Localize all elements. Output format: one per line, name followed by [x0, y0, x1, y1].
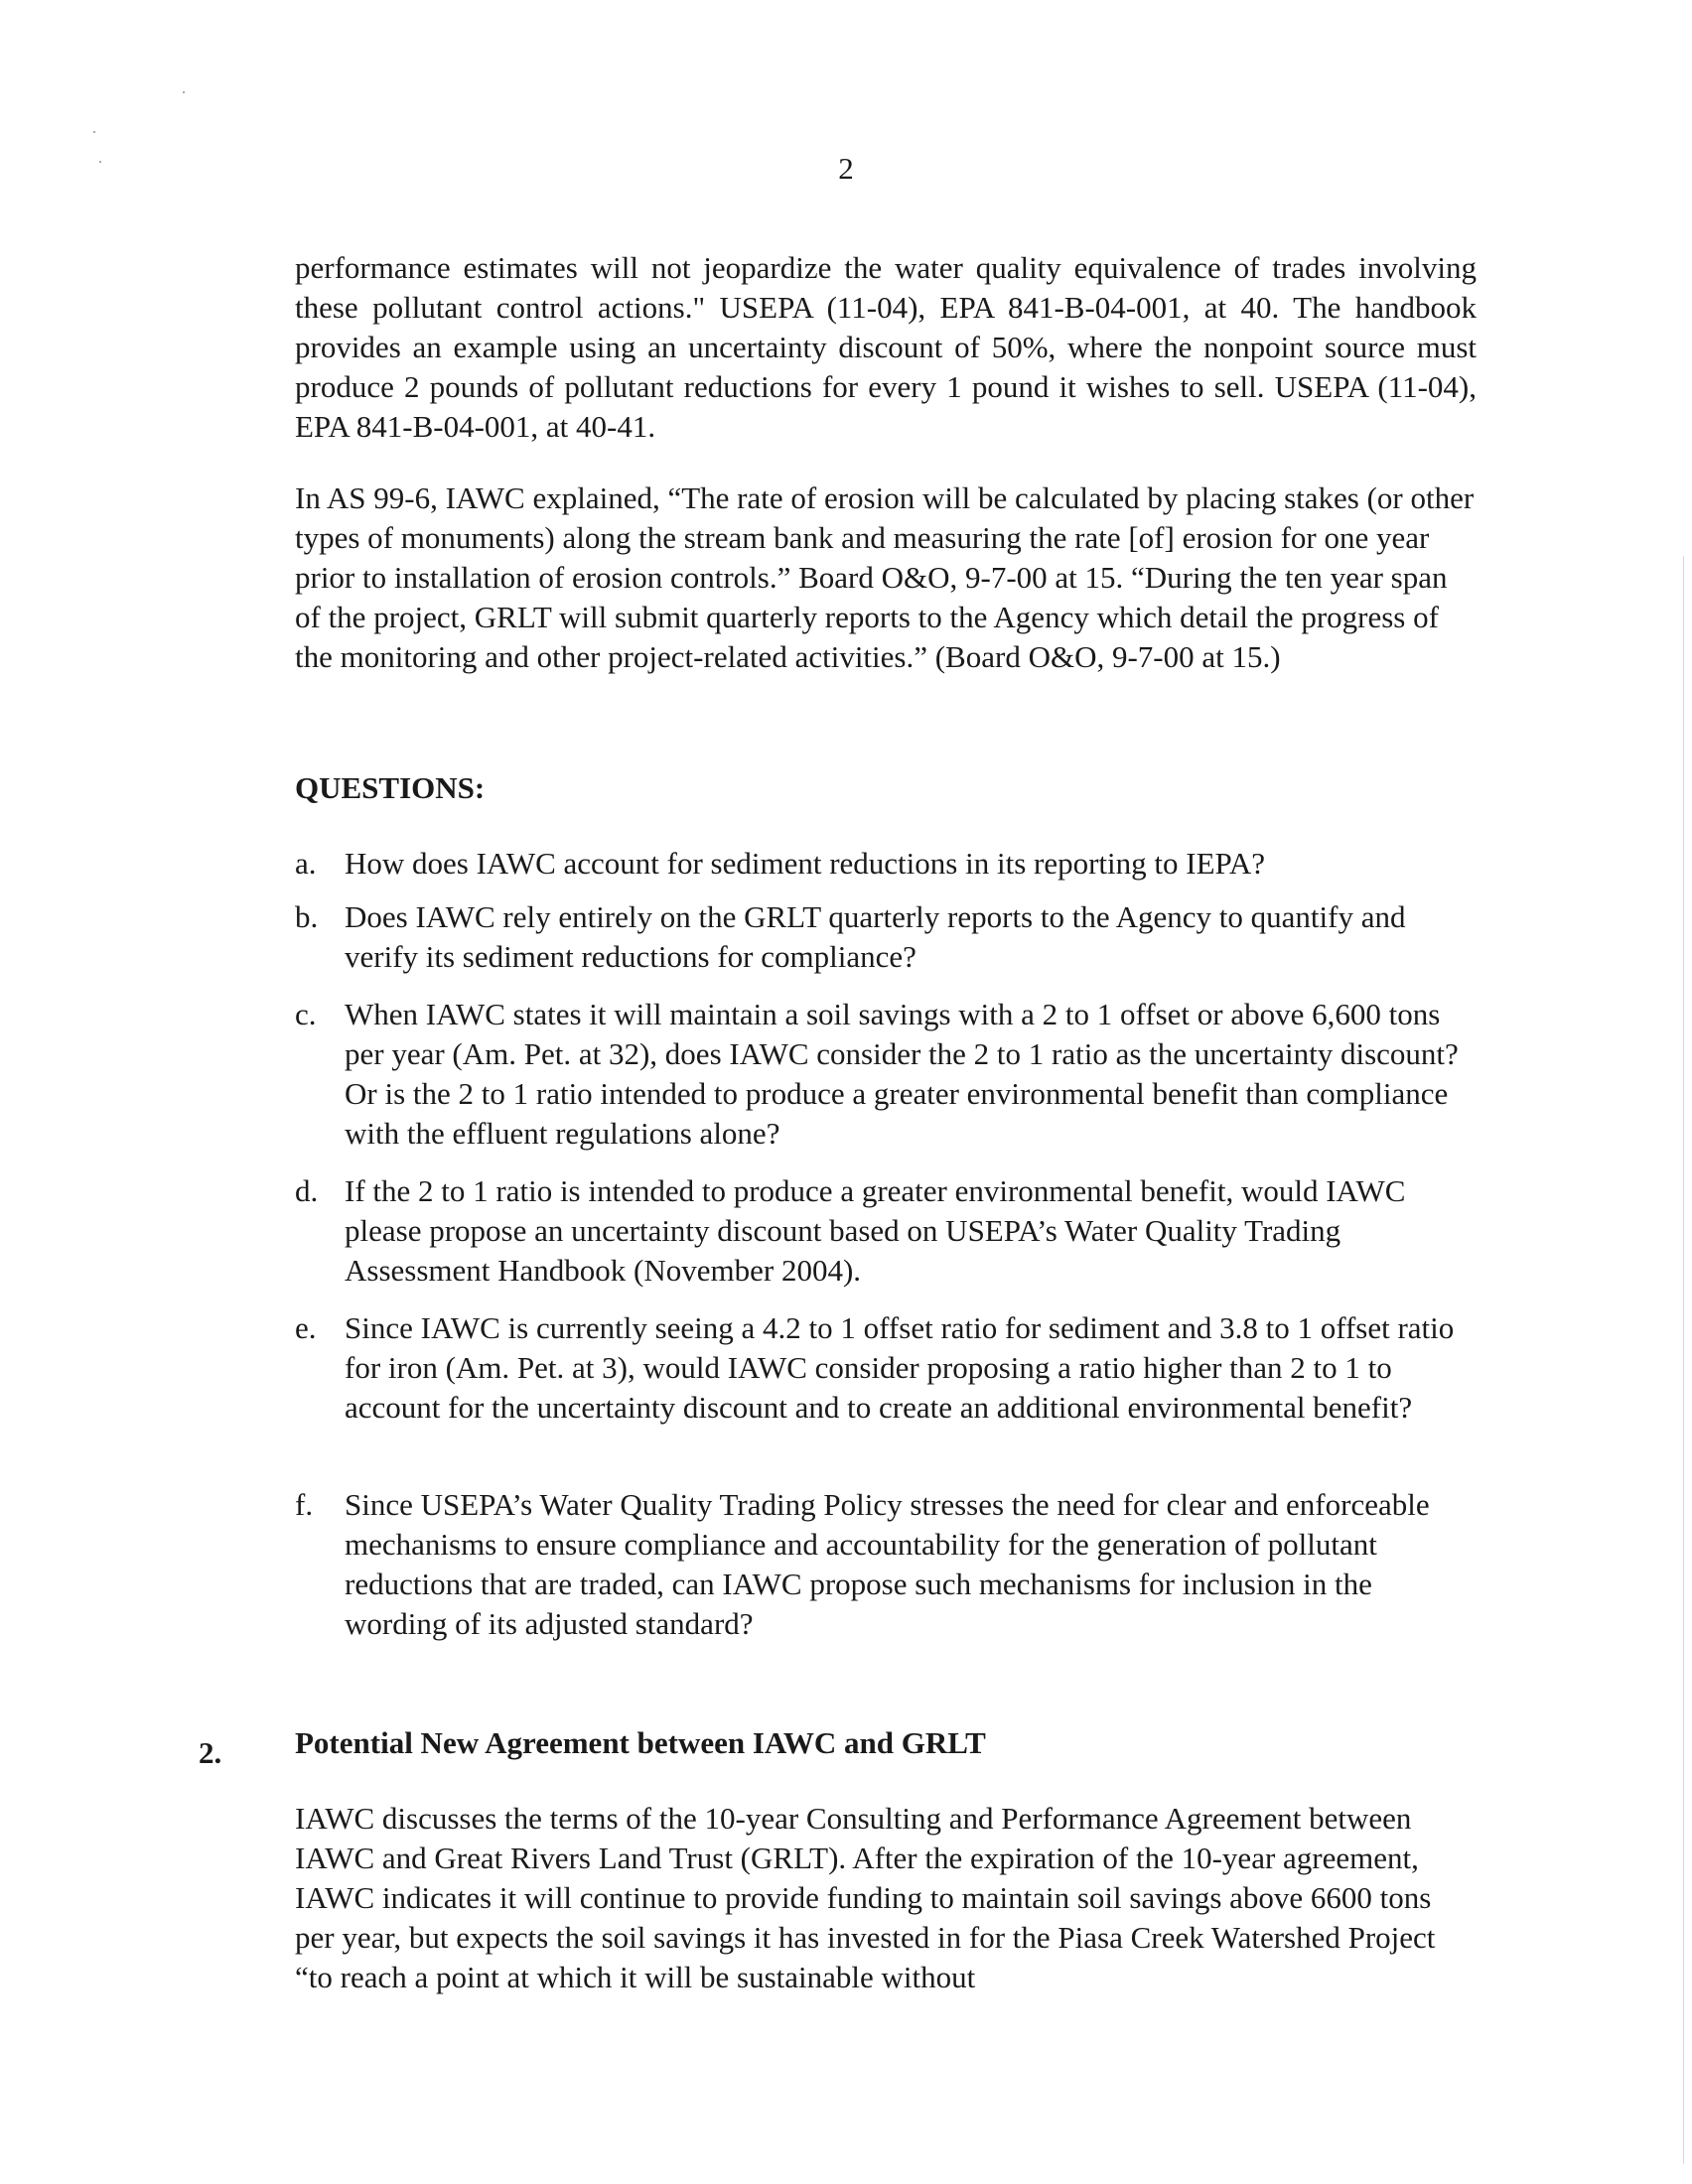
question-text: When IAWC states it will maintain a soil savings with a 2 to 1 offset or above 6,600 tons per year (Am. Pet. at 32), does IAWC consider the 2 to 1 ratio as the uncertainty discount? Or is the 2 to 1 ratio intended to produce a greater environmental benefit than compliance with the effluent regulations alone?	[345, 997, 1459, 1151]
page-number: 2	[838, 151, 854, 186]
question-letter: e.	[295, 1310, 317, 1345]
section-title: Potential New Agreement between IAWC and GRLT	[295, 1725, 986, 1760]
questions-heading: QUESTIONS:	[295, 770, 486, 805]
scan-speck	[183, 91, 185, 93]
question-letter: b.	[295, 899, 319, 934]
question-text: If the 2 to 1 ratio is intended to produce a greater environmental benefit, would IAWC please propose an uncertainty discount based on USEPA’s Water Quality Trading Assessment Handbook (November 2004).	[345, 1173, 1406, 1288]
question-text: How does IAWC account for sediment reductions in its reporting to IEPA?	[345, 846, 1266, 881]
scan-speck	[93, 131, 95, 133]
question-letter: a.	[295, 846, 317, 881]
question-letter: d.	[295, 1173, 319, 1208]
scan-edge-line	[1683, 556, 1684, 2164]
question-letter: f.	[295, 1487, 314, 1522]
question-letter: c.	[295, 997, 317, 1031]
section2-paragraph: IAWC discusses the terms of the 10-year Consulting and Performance Agreement between IAWC and Great Rivers Land Trust (GRLT). After the expiration of the 10-year agreement, IAWC indicates it will continue to provide funding to maintain soil savings above 6600 tons per year, but expects the soil savings it has invested in for the Piasa Creek Watershed Project “to reach a point at which it will be sustainable without	[295, 1801, 1436, 1994]
section-number: 2.	[199, 1735, 222, 1770]
question-text: Since IAWC is currently seeing a 4.2 to 1 offset ratio for sediment and 3.8 to 1 offset ratio for iron (Am. Pet. at 3), would IAWC consider proposing a ratio higher than 2 to 1 to account for the uncertainty discount and to create an additional environmental benefit?	[345, 1310, 1455, 1425]
intro-paragraph: performance estimates will not jeopardize the water quality equivalence of trades involving these pollutant control actions." USEPA (11-04), EPA 841-B-04-001, at 40. The handbook provides an example using an uncertainty discount of 50%, where the nonpoint source must produce 2 pounds of pollutant reductions for every 1 pound it wishes to sell. USEPA (11-04), EPA 841-B-04-001, at 40-41.	[295, 250, 1477, 444]
as99-paragraph: In AS 99-6, IAWC explained, “The rate of erosion will be calculated by placing stakes (or other types of monuments) along the stream bank and measuring the rate [of] erosion for one year prior to installation of erosion controls.” Board O&O, 9-7-00 at 15. “During the ten year span of the project, GRLT will submit quarterly reports to the Agency which detail the progress of the monitoring and other project-related activities.” (Board O&O, 9-7-00 at 15.)	[295, 480, 1475, 674]
scan-speck	[99, 161, 101, 163]
question-text: Since USEPA’s Water Quality Trading Policy stresses the need for clear and enforceable mechanisms to ensure compliance and accountability for the generation of pollutant reductions that are traded, can IAWC propose such mechanisms for inclusion in the wording of its adjusted standard?	[345, 1487, 1430, 1641]
question-text: Does IAWC rely entirely on the GRLT quarterly reports to the Agency to quantify and verify its sediment reductions for compliance?	[345, 899, 1406, 974]
